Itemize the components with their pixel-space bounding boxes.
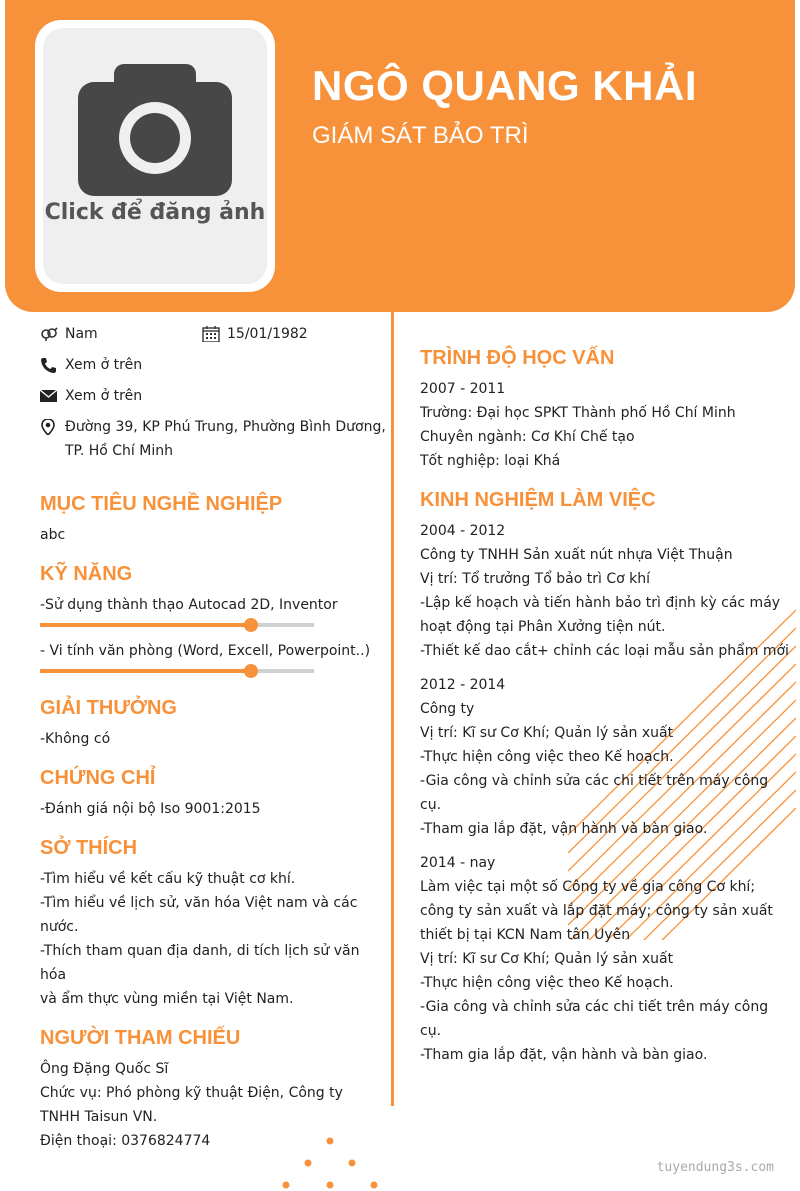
decorative-dots — [280, 1135, 380, 1191]
phone-value: Xem ở trên — [65, 357, 143, 373]
phone-icon — [40, 357, 58, 373]
education-heading: TRÌNH ĐỘ HỌC VẤN — [420, 347, 615, 369]
education-school: Trường: Đại học SPKT Thành phố Hồ Chí Minh — [420, 405, 736, 421]
camera-icon — [78, 64, 232, 198]
job-line: Công ty — [420, 701, 475, 717]
location-pin-icon — [40, 419, 58, 435]
envelope-icon — [40, 388, 58, 404]
gender-icon — [40, 326, 58, 342]
education-period: 2007 - 2011 — [420, 381, 506, 397]
job-period: 2004 - 2012 — [420, 523, 506, 539]
skill-level-bar — [40, 623, 314, 627]
photo-frame — [35, 20, 275, 292]
reference-line: Điện thoại: 0376824774 — [40, 1133, 211, 1149]
reference-line: Ông Đặng Quốc Sĩ — [40, 1061, 169, 1077]
awards-text: -Không có — [40, 731, 111, 747]
job-line: Vị trí: Kĩ sư Cơ Khí; Quản lý sản xuất — [420, 951, 674, 967]
job-period: 2012 - 2014 — [420, 677, 506, 693]
calendar-icon — [202, 326, 220, 342]
skill-level-knob[interactable] — [244, 618, 258, 632]
skills-heading: KỸ NĂNG — [40, 563, 133, 585]
hobbies-heading: SỞ THÍCH — [40, 837, 138, 859]
experience-job — [420, 851, 792, 1067]
job-line: -Tham gia lắp đặt, vận hành và bàn giao. — [420, 1047, 708, 1063]
hobby-line: -Thích tham quan địa danh, di tích lịch sử văn hóa — [40, 943, 360, 983]
certificates-heading: CHỨNG CHỈ — [40, 767, 156, 789]
awards-heading: GIẢI THƯỞNG — [40, 697, 177, 719]
skill-level-knob[interactable] — [244, 664, 258, 678]
skill-level-bar — [40, 669, 314, 673]
job-line: -Tham gia lắp đặt, vận hành và bàn giao. — [420, 821, 708, 837]
experience-job — [420, 519, 792, 663]
skill-level-fill — [40, 623, 251, 627]
job-line: Làm việc tại một số Công ty về gia công Cơ khí; công ty sản xuất và lắp đặt máy; công ty sản xuất thiết bị tại KCN Nam tân Uyên — [420, 879, 773, 943]
skill-level-fill — [40, 669, 251, 673]
skill-label: - Vi tính văn phòng (Word, Excell, Powerpoint..) — [40, 643, 371, 659]
education-major: Chuyên ngành: Cơ Khí Chế tạo — [420, 429, 635, 445]
job-line: -Gia công và chỉnh sửa các chi tiết trên máy công cụ. — [420, 999, 769, 1039]
right-column — [420, 345, 792, 1067]
objective-heading: MỤC TIÊU NGHỀ NGHIỆP — [40, 493, 283, 515]
reference-line: Chức vụ: Phó phòng kỹ thuật Điện, Công ty TNHH Taisun VN. — [40, 1085, 343, 1125]
dob-value: 15/01/1982 — [227, 326, 308, 342]
dob-row — [202, 322, 308, 346]
candidate-name: NGÔ QUANG KHẢI — [312, 62, 697, 109]
job-line: -Thực hiện công việc theo Kế hoạch. — [420, 749, 674, 765]
photo-upload-button[interactable] — [43, 28, 267, 284]
education-grade: Tốt nghiệp: loại Khá — [420, 453, 561, 469]
address-row — [40, 415, 400, 463]
experience-heading: KINH NGHIỆM LÀM VIỆC — [420, 489, 656, 511]
references-heading: NGƯỜI THAM CHIẾU — [40, 1027, 241, 1049]
gender-row — [40, 322, 98, 346]
job-period: 2014 - nay — [420, 855, 496, 871]
objective-text: abc — [40, 527, 66, 543]
watermark-text: tuyendung3s.com — [656, 1160, 774, 1175]
candidate-title: GIÁM SÁT BẢO TRÌ — [312, 122, 529, 149]
hobbies-list — [40, 867, 370, 1011]
left-column — [40, 322, 392, 1153]
education-block — [420, 377, 792, 473]
photo-upload-label: Click để đăng ảnh — [44, 200, 266, 225]
job-line: -Thiết kế dao cắt+ chỉnh các loại mẫu sản phẩm mới — [420, 643, 789, 659]
hobby-line: -Tìm hiểu về kết cấu kỹ thuật cơ khí. — [40, 871, 296, 887]
phone-row — [40, 353, 392, 377]
email-value: Xem ở trên — [65, 388, 143, 404]
certificates-text: -Đánh giá nội bộ Iso 9001:2015 — [40, 801, 261, 817]
gender-value: Nam — [65, 326, 98, 342]
job-line: -Lập kế hoạch và tiến hành bảo trì định kỳ các máy hoạt động tại Phân Xưởng tiện nút. — [420, 595, 781, 635]
address-value: Đường 39, KP Phú Trung, Phường Bình Dương, TP. Hồ Chí Minh — [65, 419, 386, 459]
job-line: -Thực hiện công việc theo Kế hoạch. — [420, 975, 674, 991]
hobby-line: -Tìm hiểu về lịch sử, văn hóa Việt nam và các nước. — [40, 895, 358, 935]
job-line: Vị trí: Kĩ sư Cơ Khí; Quản lý sản xuất — [420, 725, 674, 741]
job-line: Vị trí: Tổ trưởng Tổ bảo trì Cơ khí — [420, 571, 650, 587]
skill-label: -Sử dụng thành thạo Autocad 2D, Inventor — [40, 597, 338, 613]
email-row — [40, 384, 392, 408]
hobby-line: và ẩm thực vùng miền tại Việt Nam. — [40, 991, 294, 1007]
job-line: -Gia công và chỉnh sửa các chi tiết trên máy công cụ. — [420, 773, 769, 813]
job-line: Công ty TNHH Sản xuất nút nhựa Việt Thuận — [420, 547, 733, 563]
experience-job — [420, 673, 792, 841]
